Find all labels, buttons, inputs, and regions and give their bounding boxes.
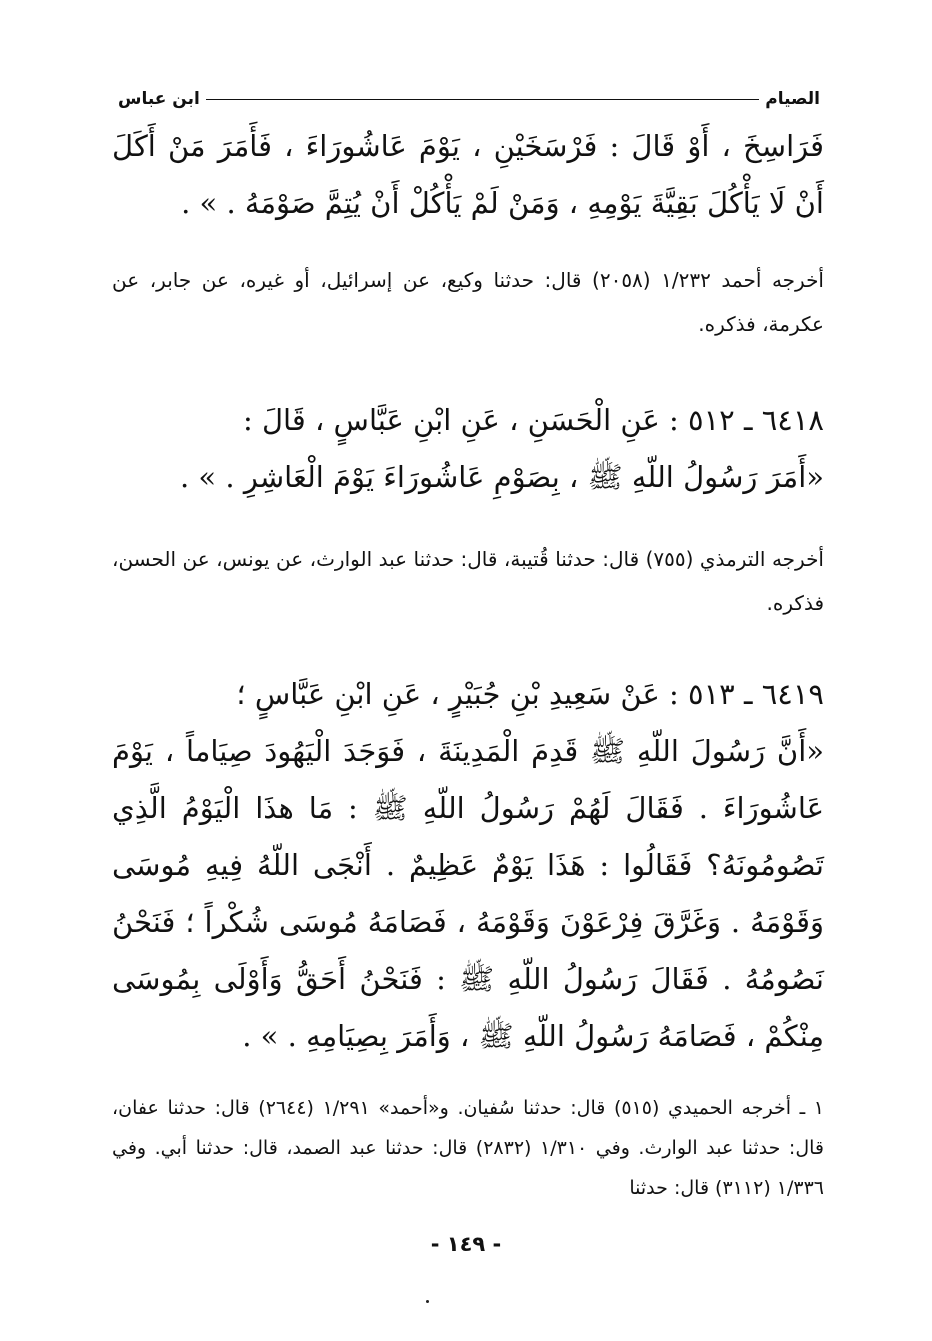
hadith-prev-takhrij [112, 258, 824, 346]
hadith-513-text: «أَنَّ رَسُولَ اللّهِ ﷺ قَدِمَ الْمَدِينَةَ ، فَوَجَدَ الْيَهُودَ صِيَاماً ، يَوْمَ عَاشُورَاءَ . فَقَالَ لَهُمْ رَسُولُ اللّهِ ﷺ : مَا هذَا الْيَوْمُ الَّذِي تَصُومُونَهُ؟ فَقَالُوا : هَذَا يَوْمٌ عَظِيمٌ . أَنْجَى اللّهُ فِيهِ مُوسَى وَقَوْمَهُ . وَغَرَّقَ فِرْعَوْنَ وَقَوْمَهُ ، فَصَامَهُ مُوسَى شُكْراً ؛ فَنَحْنُ نَصُومُهُ . فَقَالَ رَسُولُ اللّهِ ﷺ : فَنَحْنُ أَحَقُّ وَأَوْلَى بِمُوسَى مِنْكُمْ ، فَصَامَهُ رَسُولُ اللّهِ ﷺ ، وَأَمَرَ بِصِيَامِهِ . » . [112, 734, 824, 1053]
hadith-512-text: «أَمَرَ رَسُولُ اللّهِ ﷺ ، بِصَوْمِ عَاشُورَاءَ يَوْمَ الْعَاشِرِ . » . [179, 460, 824, 494]
hadith-prev-takhrij-text: أخرجه أحمد ١/٢٣٢ (٢٠٥٨) قال: حدثنا وكيع، عن إسرائيل، أو غيره، عن جابر، عن عكرمة، فذكره. [112, 268, 824, 336]
running-header [118, 84, 820, 114]
hadith-512-title: ٦٤١٨ ـ ٥١٢ : عَنِ الْحَسَنِ ، عَنِ ابْنِ عَبَّاسٍ ، قَالَ : [242, 403, 824, 437]
header-rule [206, 99, 759, 100]
hadith-prev-continuation [112, 118, 824, 232]
hadith-512-takhrij [112, 537, 824, 625]
hadith-513-takhrij [112, 1088, 824, 1208]
hadith-512 [112, 392, 824, 506]
hadith-512-takhrij-text: أخرجه الترمذي (٧٥٥) قال: حدثنا قُتيبة، قال: حدثنا عبد الوارث، عن يونس، عن الحسن، فذكره. [112, 547, 824, 615]
page-number: - ١٤٩ - [430, 1232, 502, 1256]
hadith-513-takhrij-text: ١ ـ أخرجه الحميدي (٥١٥) قال: حدثنا سُفيان. و«أحمد» ١/٢٩١ (٢٦٤٤) قال: حدثنا عفان، قال: حدثنا عبد الوارث. وفي ١/٣١٠ (٢٨٣٢) قال: حدثنا عبد الصمد، قال: حدثنا أبي. وفي ١/٣٣٦ (٣١١٢) قال: حدثنا [112, 1097, 824, 1199]
hadith-513-title: ٦٤١٩ ـ ٥١٣ : عَنْ سَعِيدِ بْنِ جُبَيْرٍ ، عَنِ ابْنِ عَبَّاسٍ ؛ [236, 677, 824, 711]
hadith-513 [112, 666, 824, 1065]
header-companion: ابن عباس [118, 89, 200, 109]
scan-speck [426, 1300, 429, 1303]
hadith-prev-text: فَرَاسِخَ ، أَوْ قَالَ : فَرْسَخَيْنِ ، يَوْمَ عَاشُورَاءَ ، فَأَمَرَ مَنْ أَكَلَ أَنْ لَا يَأْكُلَ بَقِيَّةَ يَوْمِهِ ، وَمَنْ لَمْ يَأْكُلْ أَنْ يُتِمَّ صَوْمَهُ . » . [112, 129, 824, 220]
header-chapter: الصيام [765, 89, 820, 109]
